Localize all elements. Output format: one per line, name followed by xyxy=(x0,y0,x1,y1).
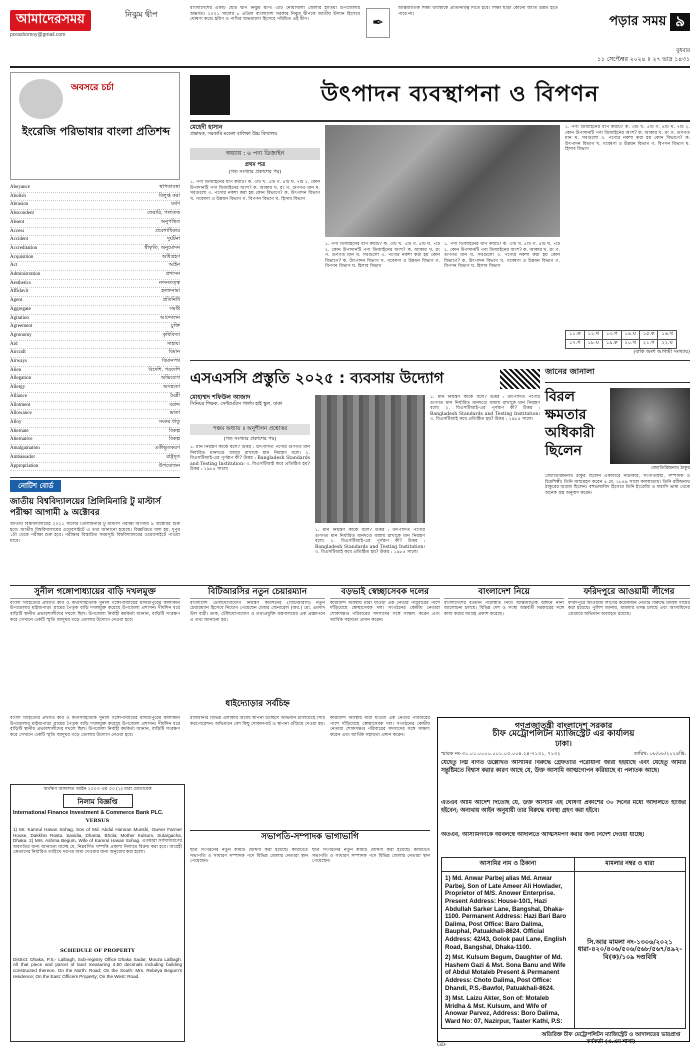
vocab-english: Aggregate xyxy=(10,306,31,312)
vocab-bangla: আন্দোলন xyxy=(159,314,180,321)
lead-author-info: প্রভাষক, সরকারি মডেল বালিকা উচ্চ বিদ্যালয় xyxy=(190,131,278,137)
quill-icon: ✒ xyxy=(366,8,390,38)
vocab-row xyxy=(10,332,180,341)
vocab-bangla: প্রবেশাধিকার xyxy=(155,227,180,234)
vocab-bangla: অসহ্যতা xyxy=(163,384,180,391)
accused-entry: 3) Mst. Laizu Akter, Son of: Motaleb Mridha & Mst. Kulsum, and Wife of Anowar Parvez, Address: Boro Dalima, Ward No: 07, Nazirpur, Taater Kathi, P.S: xyxy=(445,995,563,1025)
vocab-row xyxy=(10,201,180,210)
news-body: বাংলাদেশ টেলিযোগাযোগ নিয়ন্ত্রণ কমিশনের (বিটিআরসি) নতুন চেয়ারম্যান হিসেবে নিয়োগ পেয়েছেন মেজর জেনারেল (অব.) মো. এমদাদ উল বারী। ডাক, টেলিযোগাযোগ ও তথ্যপ্রযুক্তি মন্ত্রণালয়ের এক প্রজ্ঞাপনে এ তথ্য জানানো হয়। xyxy=(190,600,325,623)
vocab-row xyxy=(10,288,180,297)
vocab-english: Aircraft xyxy=(10,350,26,356)
vocab-english: Amalgamation xyxy=(10,446,40,452)
vocab-bangla: কৃষিবিদ্যা xyxy=(162,331,180,338)
news-cont-1: কারাবন্দি অবস্থায় মারা যাওয়া এক নেতার পরিবারের পাশে দাঁড়িয়েছে স্বেচ্ছাসেবক দল। সংগঠনের কেন্দ্রীয় নেতারা শোকসন্তপ্ত পরিবারের সদস্যদের সঙ্গে সাক্ষাৎ করেন এবং আর্থিক সহায়তা প্রদান করেন। xyxy=(330,716,430,738)
vocab-bangla: অভিযোগ xyxy=(160,375,180,382)
gov-city: ঢাকা। xyxy=(555,738,572,748)
vocab-english: Affidavit xyxy=(10,289,29,295)
vocab-row xyxy=(10,262,180,271)
ific-notice-title: নিলাম বিজ্ঞপ্তি xyxy=(63,794,133,808)
accused-cell xyxy=(442,872,575,1029)
accused-entry: 2) Mst. Kulsum Begum, Daughter of Md. Hashem Gazi & Mst. Sona Banu and Wife of Abdul Motaleb Present & Permanent Address: Choto Dalima, Post Office: Dhandi, P.S.-Bawfol, Patuakhali-8624. xyxy=(445,954,566,992)
vocab-row xyxy=(10,323,180,332)
vocab-bangla: বিলুপ্ত করা xyxy=(158,192,180,199)
vocab-ornament xyxy=(19,79,63,119)
vocab-row xyxy=(10,297,180,306)
masthead-rule xyxy=(10,66,690,68)
ssc-title-bar xyxy=(190,365,540,393)
vocab-english: Allergy xyxy=(10,385,26,391)
lead-byline xyxy=(190,125,320,145)
vocab-row xyxy=(10,254,180,263)
vocab-bangla: বরাদ্দ xyxy=(169,401,180,408)
section-header xyxy=(580,8,690,36)
knowledge-label: জানের জানালা xyxy=(545,367,595,376)
vocab-bangla: দুর্ঘটনা xyxy=(167,236,180,243)
notice-label: নোটিশ বোর্ড xyxy=(10,480,61,492)
ific-schedule-title: SCHEDULE OF PROPERTY xyxy=(60,948,135,955)
news-title: সুনীল গঙ্গোপাধ্যায়ের বাড়ি দখলমুক্ত xyxy=(10,588,180,599)
vocab-english: Accident xyxy=(10,237,29,243)
portrait-photo xyxy=(610,388,690,464)
ssc-body-3: ১. মান নিয়ন্ত্রণ কাকে বলে? উত্তর : উৎপাদিত পণ্যের গুণগত মান নির্ধারিত মানদণ্ডে বজায় রাখাকে মান নিয়ন্ত্রণ বলে। ২. বিএসটিআই-এর পূর্ণরূপ কী? উত্তর : Bangladesh Standards and Testing Institution। ৩. বিএসটিআই কবে প্রতিষ্ঠিত হয়? উত্তর : ১৯৮৫ সালে। xyxy=(430,395,540,423)
notice-title: জাতীয় বিশ্ববিদ্যালয়ের প্রিলিমিনারি টু মাস্টার্স পরীক্ষা আগামী ৯ অক্টোবর xyxy=(10,497,161,519)
vocab-bangla: চুক্তি xyxy=(171,323,180,330)
gov-office: চীফ মেট্রোপলিটন ম্যাজিস্ট্রেট এর কার্যালয় xyxy=(492,729,635,740)
lead-title: উৎপাদন ব্যবস্থাপনা ও বিপণন xyxy=(320,82,600,108)
vocab-bangla: অধিগ্রহণ xyxy=(162,253,180,260)
vocab-bangla: প্রশাসন xyxy=(165,271,180,278)
knowledge-caption: জ্যোতিরিন্দ্রনাথ ঠাকুর xyxy=(651,466,690,471)
ssc-sub: পঞ্চম অধ্যায় ॥ অনুশীলন প্রশ্নোত্তর xyxy=(190,424,310,435)
news-body: কারাবন্দি অবস্থায় মারা যাওয়া এক নেতার পরিবারের পাশে দাঁড়িয়েছে স্বেচ্ছাসেবক দল। সংগঠনের কেন্দ্রীয় নেতারা শোকসন্তপ্ত পরিবারের সদস্যদের সঙ্গে সাক্ষাৎ করেন এবং আর্থিক সহায়তা প্রদান করেন। xyxy=(330,600,440,623)
vocab-english: Act xyxy=(10,263,18,269)
knowledge-header xyxy=(545,367,690,383)
gd-footer: GD- xyxy=(437,1042,447,1048)
logo-url: porashomoy@gmail.com xyxy=(10,31,66,38)
vocab-bangla: বিমানপথ xyxy=(161,358,180,365)
news-row xyxy=(10,588,690,713)
vocab-row xyxy=(10,184,180,193)
vocab-row xyxy=(10,228,180,237)
vocab-bangla: অনুপস্থিত xyxy=(160,218,180,225)
page-number: ৯ xyxy=(670,13,690,30)
vocab-english: Aesthetics xyxy=(10,280,31,286)
vocab-row xyxy=(10,315,180,324)
vocab-row xyxy=(10,280,180,289)
vocab-row xyxy=(10,341,180,350)
lead-caption: (বাকি অংশ আগামী সংখ্যায়) xyxy=(633,349,690,355)
vocab-english: Abscondent xyxy=(10,211,34,217)
vocab-english: Abolish xyxy=(10,193,26,199)
vocab-bangla: বিকল্প xyxy=(168,427,180,434)
logo: আমাদেরসময় xyxy=(10,10,91,31)
news-title: বড়ভাই স্বেচ্ছাসেবক দলের xyxy=(330,588,440,599)
vocab-english: Administration xyxy=(10,272,41,278)
vocab-english: Absent xyxy=(10,219,25,225)
answer-table: ১১.ক ১২.খ ১৩.গ ১৪.ঘ ১৫.ক ১৬.খ ১৭.গ ১৮.ঘ ১৯.ক ২০.খ ২১.গ ২২.ঘ xyxy=(565,330,677,349)
vocab-bangla: মৈত্রী xyxy=(170,392,180,399)
vocab-english: Allowance xyxy=(10,411,32,417)
vocab-english: Abrasion xyxy=(10,202,29,208)
vocab-english: Appropriation xyxy=(10,463,39,469)
gov-memo: স্মারক নং-৩১.০১.০০০০.০০১.০৩.০০৪.২৪-৭১৩১, ৭১৩২ xyxy=(441,750,561,757)
island-text: বাংলাদেশের একটি ছোট দ্বীপ নিঝুম দ্বীপ। এটি নোয়াখালী জেলার হাতিয়া উপজেলার অন্তর্গত। ২০০১ সালের ৮ এপ্রিল বাংলাদেশ সরকার নিঝুম দ্বীপকে জাতীয় উদ্যান হিসেবে ঘোষণা করে। হরিণ ও পাখির অভয়ারণ্য হিসেবে পরিচিত এই দ্বীপ। xyxy=(190,6,360,23)
ssc-cont: (গত সংখ্যার প্রকাশের পর) xyxy=(223,436,277,442)
students-photo xyxy=(315,395,425,523)
news-body: বাংলা সাহিত্যের প্রখ্যাত কবি ও কথাসাহিত্যিক সুনীল গঙ্গোপাধ্যায়ের মাদারীপুরের কালকিনি উপজেলার মাইজপাড়া গ্রামের পৈতৃক বাড়ি দখলমুক্ত করেছে উপজেলা প্রশাসন। দীর্ঘদিন ধরে বাড়িটি স্থানীয় প্রভাবশালীদের দখলে ছিল। উপজেলা নির্বাহী কর্মকর্তা জানান, বাড়িটি সংরক্ষণ করে সেখানে একটি স্মৃতি জাদুঘর গড়ে তোলার উদ্যোগ নেওয়া হবে। xyxy=(10,600,180,623)
news-item xyxy=(568,588,690,713)
knowledge-title: বিরল ক্ষমতার অধিকারী ছিলেন xyxy=(545,389,595,459)
vocab-english: Accreditation xyxy=(10,245,38,251)
vocab-english xyxy=(10,471,29,472)
vocab-english: Airways xyxy=(10,359,27,365)
vocab-row xyxy=(10,271,180,280)
lead-body-4: ১. পণ্য ডিজাইনের ধাপ কয়টি? ক. ৩টি খ. ৫টি গ. ৪টি ঘ. ৭টি ২. কোন উপাদানটি পণ্য ডিজাইনের অংশ? ক. আকার খ. রং গ. গুণগত মান ঘ. সবগুলো ৩. পণ্যের নকশা করা হয় কোন বিভাগে? ক. উৎপাদন বিভাগ খ. গবেষণা ও উন্নয়ন বিভাগ গ. বিপণন বিভাগ ঘ. হিসাব বিভাগ xyxy=(565,125,690,153)
gov-body-1: যেহেতু নিম্ন বর্ণিত উল্লেখিত আসামির বিরুদ্ধে গ্রেফতারি পরোয়ানা জারী হইয়াছে এবং যেহেতু আমার সন্তুষ্টিমতে বিশ্বাস করার কারণ আছে যে, উক্ত আসামি আত্মগোপন করিয়াছে বা পলাতক আছে। xyxy=(441,760,686,774)
vocab-row xyxy=(10,471,180,472)
vocab-title: ইংরেজি পরিভাষার বাংলা প্রতিশব্দ xyxy=(21,125,171,138)
sapta-body-1: ছাত্র সংগঠনের নতুন কমিটি ঘোষণা করা হয়েছে। কমিটিতে সভাপতি ও সাধারণ সম্পাদক পদে বিভিন্ন জেলার নেতারা স্থান পেয়েছেন। xyxy=(190,848,308,865)
column-name: নিঝুম দ্বীপ xyxy=(125,10,158,19)
ific-body: 1) Mr. Kamrul Hasan Sohag, Son of Md. Abdul Hannan Munshi, Owner Farmer House, Dakkhin Rasta, Savidia, Dhanta, Bhola; Mother Kulsum, Sutargacha, Dhaka. 2) Mrs. Ashma Begum, Wife of Kamrul Hasan Sohag. এতদ্বারা সর্বসাধারণের অবগতির জন্য জানানো যাচ্ছে যে, নিম্নবর্ণিত সম্পত্তি প্রকাশ্য নিলামে বিক্রয় করা হবে। আগ্রহী ক্রেতাদের নির্ধারিত তারিখে দরপত্র জমা দেওয়ার জন্য অনুরোধ করা হলো। xyxy=(13,827,182,855)
lead-title-bar xyxy=(190,72,690,118)
vocab-row xyxy=(10,193,180,202)
vocab-row xyxy=(10,445,180,454)
lead-body-3: ১. পণ্য ডিজাইনের ধাপ কয়টি? ক. ৩টি খ. ৫টি গ. ৪টি ঘ. ৭টি ২. কোন উপাদানটি পণ্য ডিজাইনের অংশ? ক. আকার খ. রং গ. গুণগত মান ঘ. সবগুলো ৩. পণ্যের নকশা করা হয় কোন বিভাগে? ক. উৎপাদন বিভাগ খ. গবেষণা ও উন্নয়ন বিভাগ গ. বিপণন বিভাগ ঘ. হিসাব বিভাগ xyxy=(444,242,560,270)
vocab-bangla: বিকল্প xyxy=(168,436,180,443)
vocab-english: Alien xyxy=(10,367,22,373)
vocab-bangla: উপযোজন xyxy=(158,462,180,469)
vocab-english: Allotment xyxy=(10,402,31,408)
date: ১১ সেপ্টেম্বর ২০২৪ ॥ ২৭ ভাদ্র ১৪৩১ xyxy=(597,56,690,63)
vocab-english: Agreement xyxy=(10,324,33,330)
news-title: বিটিআরসির নতুন চেয়ারম্যান xyxy=(190,588,325,599)
col-accused: আসামির নাম ও ঠিকানা xyxy=(442,858,575,872)
dhaka-body: রাজধানীর বিভিন্ন এলাকায় অবৈধ স্থাপনা উচ্ছেদে অভিযান চালিয়েছে সিটি করপোরেশন। অভিযানে বেশ কিছু দোকানপাট ও স্থাপনা গুঁড়িয়ে দেওয়া হয়। xyxy=(190,716,325,727)
vocab-english: Aid xyxy=(10,341,18,347)
vocab-bangla: ভাতা xyxy=(169,410,180,417)
vocab-list xyxy=(10,184,180,472)
accused-entry: 1) Md. Anwar Parbej alias Md. Anwar Parbej, Son of Late Ameer Ali Howlader, Proprietor of M/S. Anower Enterprise. Present Address: House-10/1, Hazi Abdullah Sarker Lane, Bangshal, Dhaka-1100. Permanent Address: Hazi Bari Baro Dalima, Post Office: Baro Dalima, Bauphal, Patuakhali-8624. Official Address: 42/43, Golok paul Lane, English Road, Bangshal, Dhaka-1100. xyxy=(445,875,567,951)
vocab-bangla: সাহায্য xyxy=(166,340,180,347)
gov-body-3: অতএব, আসামিগণকে অবিলম্বে আদালতে আত্মসমর্পণ করার জন্য নির্দেশ দেওয়া যাচ্ছে। xyxy=(441,832,645,839)
vocab-row xyxy=(10,384,180,393)
lead-decor xyxy=(190,75,230,115)
ssc-byline xyxy=(190,395,310,419)
vocab-bangla: সমষ্টি xyxy=(169,305,180,312)
ific-schedule: District: Dhaka, P.S.- Lalbagh, Sub-registry Office Dhaka Sadar, Mouza Lalbagh. All that piece and parcel of land measuring 4.50 decimals including building constructed thereon. On the North: Road; On the South: Mrs. Rebeya Begum's residence; On the East: Officers Property; On the West: Road. xyxy=(13,956,182,979)
section-title: পড়ার সময় xyxy=(609,13,667,29)
vocab-row xyxy=(10,236,180,245)
vocab-english: Access xyxy=(10,228,25,234)
lead-author: মেহেদী হাসান xyxy=(190,124,223,131)
vocab-bangla: স্বীকৃতি, অনুমোদন xyxy=(144,244,180,251)
news-body: বাংলাদেশের বর্তমান পরিস্থিতি নিয়ে আন্তর্জাতিক অঙ্গনে নানা আলোচনা চলছে। বিভিন্ন দেশ ও সংস্থা অন্তর্বর্তী সরকারের সঙ্গে কাজ করার আগ্রহ প্রকাশ করেছে। xyxy=(444,600,564,617)
lead-cont: (গত সংখ্যার প্রকাশের পর) xyxy=(228,169,282,175)
accused-table xyxy=(441,857,686,1029)
vocab-english: Alternate xyxy=(10,428,29,434)
ific-notice xyxy=(10,784,185,1042)
vocab-row xyxy=(10,210,180,219)
vocab-english: Agitation xyxy=(10,315,29,321)
news-item xyxy=(190,588,325,713)
gov-date: তারিখ: ০৮/০৮/২০২৪খ্রি: xyxy=(633,750,686,757)
vocab-bangla: আইন xyxy=(168,262,180,269)
vocab-bangla: বিমান xyxy=(168,349,180,356)
ssc-decor xyxy=(500,369,540,389)
vocab-header xyxy=(10,72,180,180)
col-case: মামলার নম্বর ও ধারা xyxy=(574,858,685,872)
sapta-body-2: ছাত্র সংগঠনের নতুন কমিটি ঘোষণা করা হয়েছে। কমিটিতে সভাপতি ও সাধারণ সম্পাদক পদে বিভিন্ন জেলার নেতারা স্থান পেয়েছেন। xyxy=(312,848,430,865)
vocab-row xyxy=(10,349,180,358)
vocab-row xyxy=(10,306,180,315)
case-number: সি.আর মামলা নং-১৩০৬/২০২১ ধারা-৪২০/৪০৬/৫০৬/৫৬৮/৫৬৭/৪৯২-বি(ক)/১০৯ দণ্ডবিধি xyxy=(574,872,685,1029)
vocab-english: Abeyance xyxy=(10,185,30,190)
classroom-photo xyxy=(325,125,560,237)
knowledge-body: জ্যোতিরিন্দ্রনাথ ঠাকুর ছিলেন একাধারে নাট্যকার, সংগীতস্রষ্টা, সম্পাদক ও চিত্রশিল্পী। তিনি জন্মগ্রহণ করেন ৪ মে, ১৮৪৯ সালে কলকাতায়। তিনি রবীন্দ্রনাথ ঠাকুরের অগ্রজ ছিলেন। বহুভাষাবিদ হিসেবে তিনি ইংরেজি ও ফরাসি ভাষা থেকে অনেক গ্রন্থ অনুবাদ করেন। xyxy=(545,474,690,496)
news-item xyxy=(444,588,564,713)
vocab-row xyxy=(10,367,180,376)
vocab-badge: অবসরে চর্চা xyxy=(71,83,114,93)
vocab-row xyxy=(10,410,180,419)
vocab-bangla: একীভূতকরণ xyxy=(154,445,180,452)
news-title: বাংলাদেশ নিয়ে xyxy=(444,588,564,599)
ific-bank: International Finance Investment & Commerce Bank PLC. xyxy=(13,810,164,817)
vocab-english: Alternative xyxy=(10,437,33,443)
lead-body-2: ১. পণ্য ডিজাইনের ধাপ কয়টি? ক. ৩টি খ. ৫টি গ. ৪টি ঘ. ৭টি ২. কোন উপাদানটি পণ্য ডিজাইনের অংশ? ক. আকার খ. রং গ. গুণগত মান ঘ. সবগুলো ৩. পণ্যের নকশা করা হয় কোন বিভাগে? ক. উৎপাদন বিভাগ খ. গবেষণা ও উন্নয়ন বিভাগ গ. বিপণন বিভাগ ঘ. হিসাব বিভাগ xyxy=(325,242,440,270)
masthead-logo xyxy=(10,10,105,50)
vocab-row xyxy=(10,358,180,367)
gov-footer: অতিরিক্ত চীফ মেট্রোপলিটন ম্যাজিস্ট্রেট ও আদালতের ভারপ্রাপ্ত কর্মকর্তা (এ.এম শাখা) xyxy=(541,1032,681,1045)
news-body: ফরিদপুরে আওয়ামী লীগের কয়েকজন নেতার বিরুদ্ধে মামলা দায়ের করা হয়েছে। পুলিশ জানায়, মামলার তদন্ত চলছে এবং আসামিদের গ্রেপ্তারে অভিযান অব্যাহত রয়েছে। xyxy=(568,600,690,617)
gov-body-2: এতএব আমি আদেশ দিতেছি যে, উক্ত আসামি এই ঘোষণা প্রকাশের ৩০ দিনের মধ্যে আদালতে হাজির হইবেন; অন্যথায় আইন অনুযায়ী তার বিরুদ্ধে ব্যবস্থা গ্রহণ করা হইবে। xyxy=(441,800,686,814)
quote-text: আন্তর্জাতিক শিক্ষা ব্যবস্থাকে প্রতিনিধিত্ব দিতে হবে। শিক্ষা ছাড়া কোনো জাতি উন্নত হতে পারে না। xyxy=(398,6,558,17)
lead-table-wrap xyxy=(565,330,690,348)
vocab-bangla: বিদেশি, পরদেশি xyxy=(148,366,180,373)
vocab-english: Alliance xyxy=(10,393,27,399)
day: বুধবার xyxy=(676,48,690,54)
vocab-row xyxy=(10,454,180,463)
ific-versus: VERSUS xyxy=(85,818,110,825)
lead-body-1: ১. পণ্য ডিজাইনের ধাপ কয়টি? ক. ৩টি খ. ৫টি গ. ৪টি ঘ. ৭টি ২. কোন উপাদানটি পণ্য ডিজাইনের অংশ? ক. আকার খ. রং গ. গুণগত মান ঘ. সবগুলো ৩. পণ্যের নকশা করা হয় কোন বিভাগে? ক. উৎপাদন বিভাগ খ. গবেষণা ও উন্নয়ন বিভাগ গ. বিপণন বিভাগ ঘ. হিসাব বিভাগ xyxy=(190,180,320,202)
vocab-english: Agronomy xyxy=(10,332,32,338)
vocab-bangla: ফেরারি, পলাতক xyxy=(146,210,180,217)
vocab-row xyxy=(10,436,180,445)
vocab-english: Acquisition xyxy=(10,254,34,260)
vocab-bangla: ঘর্ষণ xyxy=(171,201,180,208)
dhaka-title: ধাইদ্যোড়ার সর্বচিহ্ন xyxy=(225,699,290,709)
vocab-english: Allegation xyxy=(10,376,32,382)
gov-title: গণপ্রজাতন্ত্রী বাংলাদেশ সরকার xyxy=(514,721,613,730)
accused-list xyxy=(445,875,571,1025)
vocab-row xyxy=(10,245,180,254)
gov-memo-row xyxy=(441,752,686,758)
notice-body: জাতীয় বিশ্ববিদ্যালয়ের ২০২১ সালের প্রিলিমিনারি টু মাস্টার্স পরীক্ষা আগামী ৯ অক্টোবর শুরু হবে। জাতীয় বিশ্ববিদ্যালয়ের ওয়েবসাইটে এ তথ্য জানানো হয়েছে। বিজ্ঞপ্তিতে বলা হয়, দুপুর ১টা থেকে পরীক্ষা শুরু হবে। পরীক্ষার বিস্তারিত সময়সূচি বিশ্ববিদ্যালয়ের ওয়েবসাইটে পাওয়া যাবে। xyxy=(10,522,180,544)
vocab-english: Ambassador xyxy=(10,454,35,460)
vocab-bangla: সংকর ধাতু xyxy=(158,418,180,425)
ific-header: অর্থঋণ আদালত আইন ২০০৩ এর ৩৩ (১) ধারা মোতাবেক xyxy=(43,787,152,792)
vocab-english: Alloy xyxy=(10,419,22,425)
vocab-english: Agent xyxy=(10,298,23,304)
vocab-bangla: নন্দনতত্ত্ব xyxy=(158,279,180,286)
vocab-row xyxy=(10,219,180,228)
vocab-row xyxy=(10,375,180,384)
news-title: ফরিদপুরে আওয়ামী লীগের xyxy=(568,588,690,599)
mid-rule xyxy=(190,360,690,361)
vocab-row xyxy=(10,428,180,437)
ssc-author-info: সিনিয়র শিক্ষক, সেন্টমেরিস গার্লস হাই স্কুল, ঢাকা xyxy=(190,401,283,407)
vocab-row xyxy=(10,463,180,472)
news-cont-0: বাংলা সাহিত্যের প্রখ্যাত কবি ও কথাসাহিত্যিক সুনীল গঙ্গোপাধ্যায়ের মাদারীপুরের কালকিনি উপজেলার মাইজপাড়া গ্রামের পৈতৃক বাড়ি দখলমুক্ত করেছে উপজেলা প্রশাসন। দীর্ঘদিন ধরে বাড়িটি স্থানীয় প্রভাবশালীদের দখলে ছিল। উপজেলা নির্বাহী কর্মকর্তা জানান, বাড়িটি সংরক্ষণ করে সেখানে একটি স্মৃতি জাদুঘর গড়ে তোলার উদ্যোগ নেওয়া হবে। xyxy=(10,716,180,738)
ssc-body-1: ১. মান নিয়ন্ত্রণ কাকে বলে? উত্তর : উৎপাদিত পণ্যের গুণগত মান নির্ধারিত মানদণ্ডে বজায় রাখাকে মান নিয়ন্ত্রণ বলে। ২. বিএসটিআই-এর পূর্ণরূপ কী? উত্তর : Bangladesh Standards and Testing Institution। ৩. বিএসটিআই কবে প্রতিষ্ঠিত হয়? উত্তর : ১৯৮৫ সালে। xyxy=(190,445,310,473)
notice-board xyxy=(10,477,180,580)
vocab-bangla: স্থগিতাবস্থা xyxy=(159,184,180,190)
vocab-bangla: হলফনামা xyxy=(161,288,180,295)
vocab-row xyxy=(10,393,180,402)
lead-rule xyxy=(190,120,690,122)
news-item xyxy=(330,588,440,713)
news-item xyxy=(10,588,180,713)
ssc-body-2: ১. মান নিয়ন্ত্রণ কাকে বলে? উত্তর : উৎপাদিত পণ্যের গুণগত মান নির্ধারিত মানদণ্ডে বজায় রাখাকে মান নিয়ন্ত্রণ বলে। ২. বিএসটিআই-এর পূর্ণরূপ কী? উত্তর : Bangladesh Standards and Testing Institution। ৩. বিএসটিআই কবে প্রতিষ্ঠিত হয়? উত্তর : ১৯৮৫ সালে। xyxy=(315,528,425,556)
vocab-bangla xyxy=(161,471,180,472)
lead-part: প্রথম পত্র xyxy=(244,162,266,168)
news-rule xyxy=(10,585,690,586)
vocab-row xyxy=(10,419,180,428)
vocab-bangla: রাষ্ট্রদূত xyxy=(166,453,180,460)
ssc-title: এসএসসি প্রস্তুতি ২০২৫ : ব্যবসায় উদ্যোগ xyxy=(190,369,444,388)
ssc-author: মোহাম্মদ শফিউল আজাদ xyxy=(190,394,251,401)
lead-section: অধ্যায় : ৬ পণ্য ডিজাইন xyxy=(190,148,320,160)
vocab-bangla: প্রতিনিধি xyxy=(162,297,180,304)
sapta-title: সভাপতি-সম্পাদক ভাগাভাগি xyxy=(190,830,430,844)
vocab-row xyxy=(10,402,180,411)
